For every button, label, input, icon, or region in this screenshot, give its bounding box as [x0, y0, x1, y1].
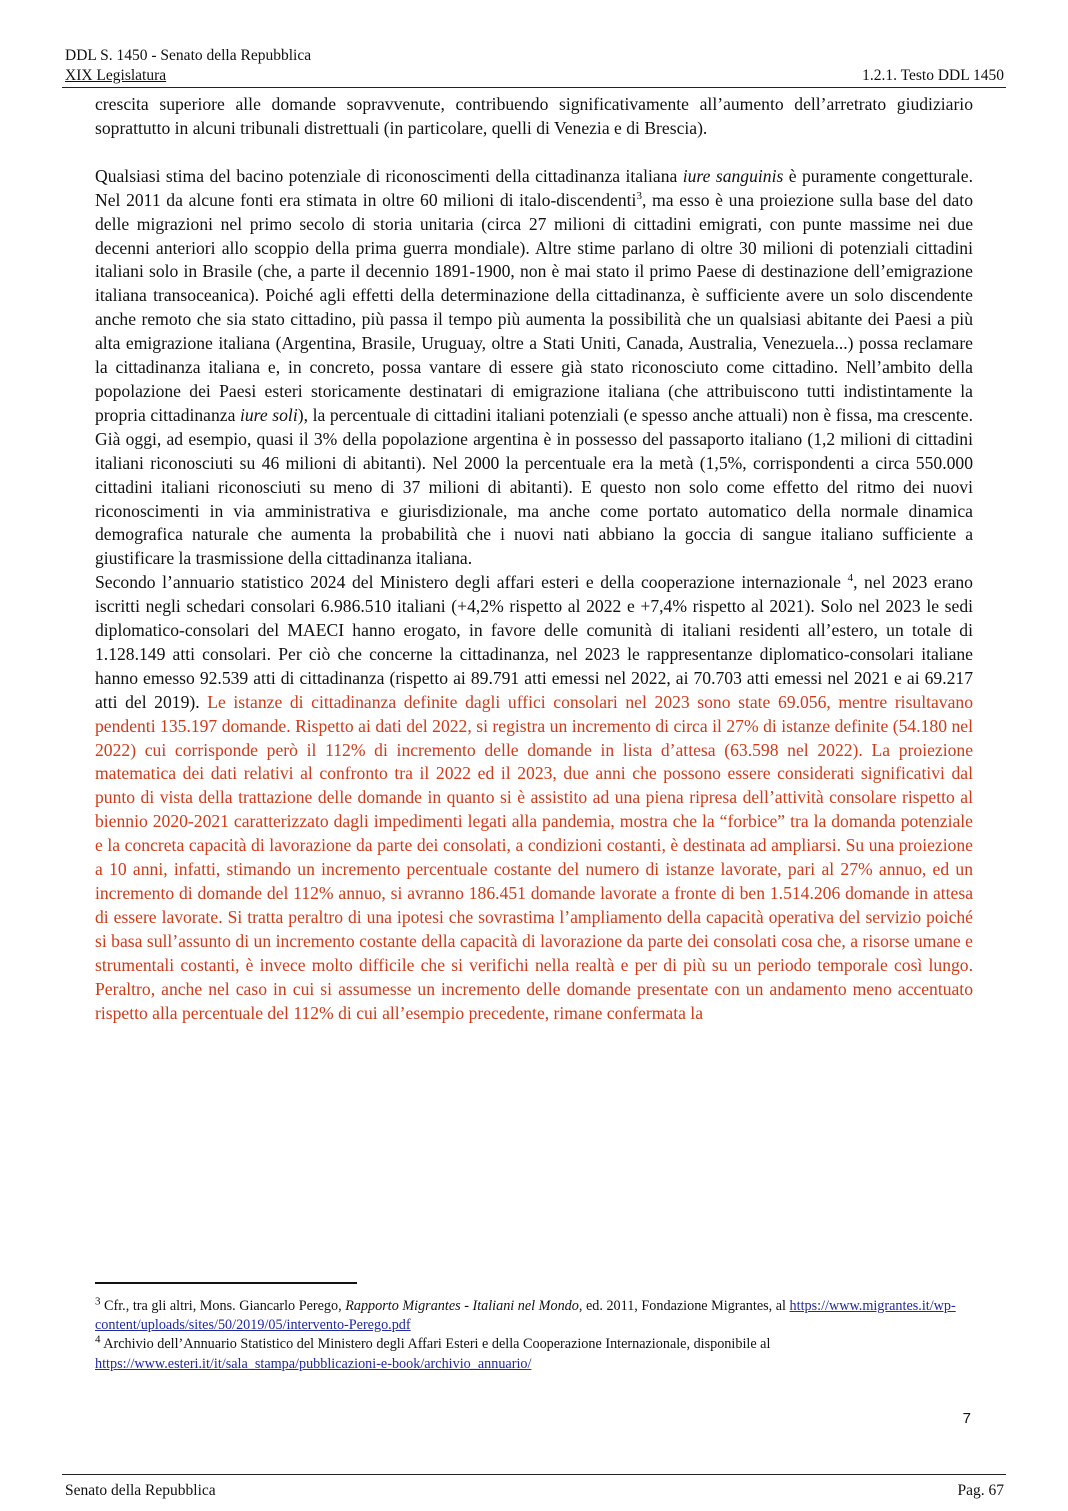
paragraph-2-text-c: , ma esso è una proiezione sulla base del dato delle migrazioni nel primo secolo di storia unitaria (circa 27 milioni di cittadini emigrati, con punte massime nei due decenni anteriori allo scoppio della prima guerra mondiale). Altre stime parlano di oltre 30 milioni di potenziali cittadini italiani solo in Brasile (che, a parte il decennio 1891-1900, non è mai stato il primo Paese di destinazione dell’emigrazione italiana transoceanica). Poiché agli effetti della determinazione della cittadinanza, è sufficiente avere un solo discendente anche remoto che sia stato cittadino, più passa il tempo più aumenta la possibilità che un qualsiasi abitante dei Paesi a più alta emigrazione italiana (Argentina, Brasile, Uruguay, oltre a Stati Uniti, Canada, Australia, Venezuela...) possa reclamare la cittadinanza italiana e, in concreto, possa vantare di essere già stato riconosciuto come cittadino. Nell’ambito della popolazione dei Paesi esteri storicamente destinatari di emigrazione italiana (che attribuiscono tutti indistintamente la propria cittadinanza: [95, 189, 973, 425]
header-title: DDL S. 1450 - Senato della Repubblica: [65, 47, 312, 64]
footnote-3-text-b: , ed. 2011, Fondazione Migrantes, al: [578, 1298, 790, 1314]
paragraph-3-text-a: Secondo l’annuario statistico 2024 del Ministero degli affari esteri e della cooperazione internazionale: [95, 572, 848, 593]
footnote-3-title: Rapporto Migrantes - Italiani nel Mondo: [345, 1298, 579, 1314]
header-section: 1.2.1. Testo DDL 1450: [862, 67, 1004, 84]
footnote-3-link[interactable]: https://www.migrantes.it/wp-content/uploads/sites/50/2019/05/intervento-Perego.pdf: [95, 1298, 956, 1334]
footnote-4: [95, 1335, 975, 1373]
page-number: 7: [962, 1410, 971, 1427]
header-divider: [62, 87, 1006, 88]
paragraph-2-italic-1: iure sanguinis: [682, 165, 784, 186]
document-body: [95, 93, 973, 1025]
paragraph-1: [95, 93, 973, 141]
footnote-ref-4[interactable]: 4: [847, 572, 854, 585]
footer-page-label: Pag. 67: [957, 1482, 1004, 1499]
footnote-3-number: 3: [95, 1295, 101, 1308]
paragraph-1-text: crescita superiore alle domande sopravvenute, contribuendo significativamente all’aumento dell’arretrato giudiziario soprattutto in alcuni tribunali distrettuali (in particolare, quelli di Venezia e di Brescia).: [95, 94, 973, 138]
paragraph-3-text-b: , nel 2023 erano iscritti negli schedari consolari 6.986.510 italiani (+4,2% rispetto al 2022 e +7,4% rispetto al 2021). Solo nel 2023 le sedi diplomatico-consolari del MAECI hanno erogato, in favore delle comunità di italiani residenti all’estero, un totale di 1.128.149 atti consolari. Per ciò che concerne la cittadinanza, nel 2023 le rappresentanze diplomatico-consolari italiane hanno emesso 92.539 atti di cittadinanza (rispetto ai 89.791 atti emessi nel 2022, ai 70.703 atti emessi nel 2021 e ai 69.217 atti del 2019).: [95, 572, 973, 712]
paragraph-3-highlighted-text: Le istanze di cittadinanza definite dagli uffici consolari nel 2023 sono state 69.056, mentre risultavano pendenti 135.197 domande. Rispetto ai dati del 2022, si registra un incremento di circa il 27% di istanze definite (54.180 nel 2022) cui corrisponde però il 112% di incremento delle domande in lista d’attesa (63.598 nel 2022). La proiezione matematica dei dati relativi al confronto tra il 2022 ed il 2023, due anni che possono essere considerati significativi dal punto di vista della trattazione delle domande in quanto si è assistito ad una piena ripresa dell’attività consolare rispetto al biennio 2020-2021 caratterizzato dagli impedimenti legati alla pandemia, mostra che la “forbice” tra la domanda potenziale e la concreta capacità di lavorazione da parte dei consolati, a condizioni costanti, è destinata ad ampliarsi. Su una proiezione a 10 anni, infatti, stimando un incremento percentuale costante del numero di istanze lavorate, pari al 27% annuo, ed un incremento di domande del 112% annuo, si avranno 186.451 domande lavorate a fronte di ben 1.514.206 domande in attesa di essere lavorate. Si tratta peraltro di una ipotesi che sovrastima l’ampliamento della capacità operativa del servizio poiché si basa sull’assunto di un incremento costante della capacità di lavorazione da parte dei consolati cosa che, a risorse umane e strumentali costanti, è invece molto difficile che si verifichi nella realtà e per di più su un periodo temporale così lungo. Peraltro, anche nel caso in cui si assumesse un incremento delle domande presentate con un andamento meno accentuato rispetto alla percentuale del 112% di cui all’esempio precedente, rimane confermata la: [95, 691, 973, 1023]
footer-divider: [62, 1474, 1006, 1475]
footnote-3: [95, 1297, 975, 1335]
footnotes: [95, 1297, 975, 1374]
footnote-ref-3[interactable]: 3: [636, 189, 642, 202]
paragraph-3: [95, 571, 973, 1025]
footnote-divider: [95, 1282, 357, 1284]
paragraph-2-italic-2: iure soli: [240, 404, 298, 425]
footer-left: Senato della Repubblica: [65, 1482, 216, 1499]
header-legislature: XIX Legislatura: [65, 67, 167, 84]
paragraph-2-text-b: è puramente congetturale. Nel 2011 da alcune fonti era stimata in oltre 60 milioni di italo-discendenti: [95, 165, 973, 210]
footnote-4-link[interactable]: https://www.esteri.it/it/sala_stampa/pubblicazioni-e-book/archivio_annuario/: [95, 1355, 532, 1372]
paragraph-2: [95, 165, 973, 571]
footnote-4-number: 4: [95, 1333, 101, 1346]
paragraph-2-text-a: Qualsiasi stima del bacino potenziale di riconoscimenti della cittadinanza italiana: [95, 165, 683, 186]
footnote-4-text: Archivio dell’Annuario Statistico del Ministero degli Affari Esteri e della Cooperazione Internazionale, disponibile al: [100, 1336, 771, 1353]
footnote-3-text-a: Cfr., tra gli altri, Mons. Giancarlo Perego,: [100, 1298, 346, 1314]
paragraph-2-text-d: ), la percentuale di cittadini italiani potenziali (e spesso anche attuali) non è fissa, ma crescente. Già oggi, ad esempio, quasi il 3% della popolazione argentina è in possesso del passaporto italiano (1,2 milioni di cittadini italiani riconosciuti su 46 milioni di abitanti). Nel 2000 la percentuale era la metà (1,5%, corrispondenti a circa 550.000 cittadini italiani riconosciuti su meno di 37 milioni di abitanti). E questo non solo come effetto del ritmo dei nuovi riconoscimenti in via amministrativa e giurisdizionale, ma anche come portato automatico della normale dinamica demografica naturale che aumenta la probabilità che i nuovi nati abbiano la goccia di sangue italiano sufficiente a giustificare la trasmissione della cittadinanza italiana.: [95, 404, 973, 569]
paragraph-gap: [95, 141, 973, 165]
